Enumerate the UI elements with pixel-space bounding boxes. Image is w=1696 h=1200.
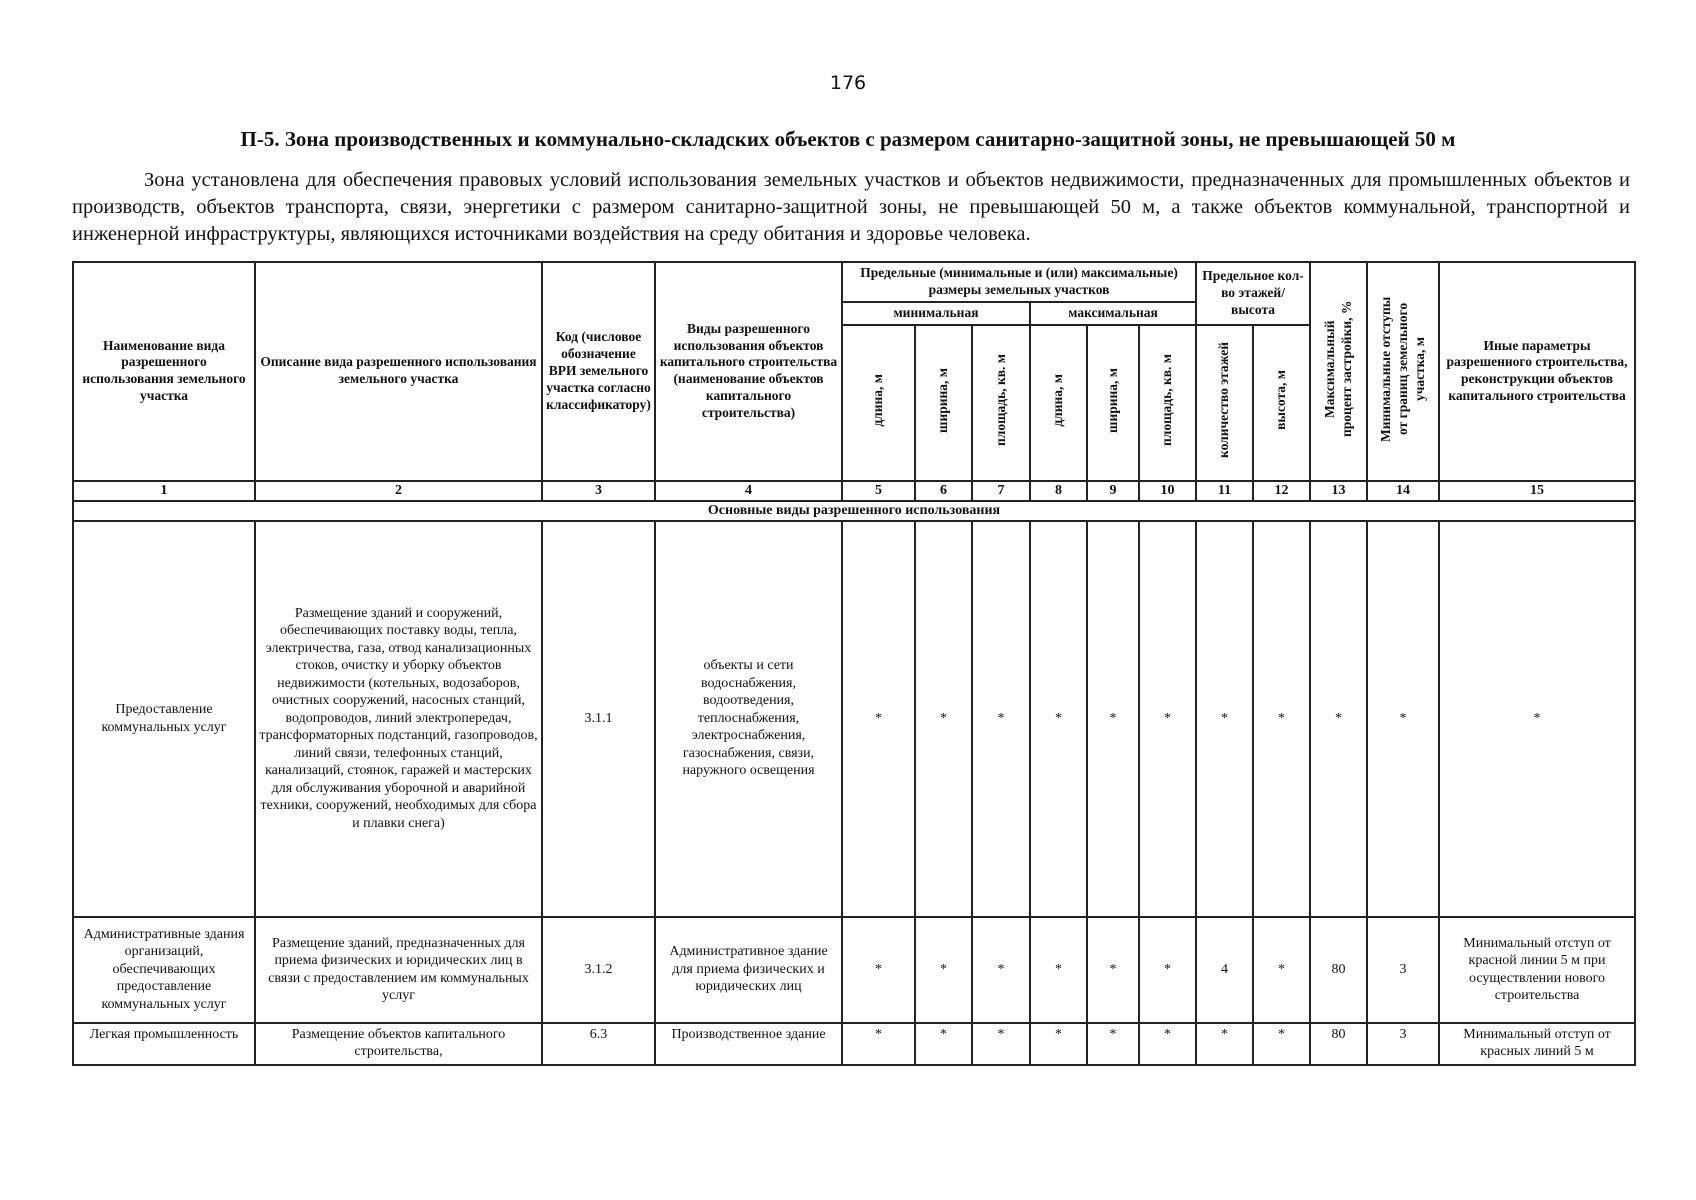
row-value: * xyxy=(1139,1023,1196,1065)
column-number: 2 xyxy=(255,481,542,501)
header-min-setback: Минимальные отступы от границ земельного участка, м xyxy=(1367,262,1439,481)
row-value: 4 xyxy=(1196,917,1253,1023)
row-value: 3 xyxy=(1367,1023,1439,1065)
row-value: * xyxy=(1139,521,1196,917)
page-number: 176 xyxy=(829,72,867,94)
section-title: П-5. Зона производственных и коммунально-складских объектов с размером санитарно-защитной зоны, не превышающей 50 м xyxy=(240,127,1456,151)
row-value: * xyxy=(1310,521,1367,917)
row-value: * xyxy=(915,1023,972,1065)
header-max-length: длина, м xyxy=(1030,325,1087,481)
row-value: * xyxy=(1087,521,1139,917)
row-value: * xyxy=(915,521,972,917)
header-floors-count: количество этажей xyxy=(1196,325,1253,481)
header-min-area: площадь, кв. м xyxy=(972,325,1030,481)
row-other-params: * xyxy=(1439,521,1635,917)
column-number: 14 xyxy=(1367,481,1439,501)
row-objects: Производственное здание xyxy=(655,1023,842,1065)
intro-paragraph: Зона установлена для обеспечения правовых условий использования земельных участков и объектов недвижимости, предназначенных для промышленных объектов и производств, объектов транспорта, связи, энергетики с размером санитарно-защитной зоны, не превышающей 50 м, а также объектов коммунальной, транспортной и инженерной инфраструктуры, являющихся источниками воздействия на среду обитания и здоровье человека. xyxy=(72,169,1630,245)
row-description: Размещение объектов капитального строительства, xyxy=(255,1023,542,1065)
header-maximal: максимальная xyxy=(1030,302,1196,325)
row-code: 6.3 xyxy=(542,1023,655,1065)
column-number: 1 xyxy=(73,481,255,501)
row-value: * xyxy=(972,521,1030,917)
column-number: 8 xyxy=(1030,481,1087,501)
row-description: Размещение зданий, предназначенных для приема физических и юридических лиц в связи с предоставлением им коммунальных услуг xyxy=(255,917,542,1023)
row-objects: Административное здание для приема физических и юридических лиц xyxy=(655,917,842,1023)
row-value: * xyxy=(1367,521,1439,917)
header-max-width: ширина, м xyxy=(1087,325,1139,481)
header-min-width: ширина, м xyxy=(915,325,972,481)
table-row xyxy=(73,521,1635,917)
row-value: 80 xyxy=(1310,917,1367,1023)
column-number: 12 xyxy=(1253,481,1310,501)
row-code: 3.1.2 xyxy=(542,917,655,1023)
row-value: * xyxy=(1139,917,1196,1023)
row-value: * xyxy=(1253,1023,1310,1065)
row-value: * xyxy=(915,917,972,1023)
row-value: * xyxy=(1087,1023,1139,1065)
row-name: Предоставление коммунальных услуг xyxy=(73,521,255,917)
row-value: * xyxy=(1030,521,1087,917)
column-numbers-row xyxy=(73,481,1635,501)
row-objects: объекты и сети водоснабжения, водоотведения, теплоснабжения, электроснабжения, газоснабжения, связи, наружного освещения xyxy=(655,521,842,917)
row-description: Размещение зданий и сооружений, обеспечивающих поставку воды, тепла, электричества, газа, отвод канализационных стоков, очистку и уборку объектов недвижимости (котельных, водозаборов, очистных сооружений, насосных станций, водопроводов, линий электропередач, трансформаторных подстанций, газопроводов, линий связи, телефонных станций, канализаций, стоянок, гаражей и мастерских для обслуживания уборочной и аварийной техники, сооружений, необходимых для сбора и плавки снега) xyxy=(255,521,542,917)
header-build-percent: Максимальный процент застройки, % xyxy=(1310,262,1367,481)
group-title: Основные виды разрешенного использования xyxy=(73,501,1635,521)
row-name: Легкая промышленность xyxy=(73,1023,255,1065)
row-code: 3.1.1 xyxy=(542,521,655,917)
header-min-length: длина, м xyxy=(842,325,915,481)
column-number: 7 xyxy=(972,481,1030,501)
row-value: * xyxy=(1087,917,1139,1023)
column-number: 4 xyxy=(655,481,842,501)
header-description: Описание вида разрешенного использования земельного участка xyxy=(255,262,542,481)
header-height: высота, м xyxy=(1253,325,1310,481)
column-number: 15 xyxy=(1439,481,1635,501)
row-name: Административные здания организаций, обеспечивающих предоставление коммунальных услуг xyxy=(73,917,255,1023)
header-name: Наименование вида разрешенного использования земельного участка xyxy=(73,262,255,481)
header-code: Код (числовое обозначение ВРИ земельного участка согласно классификатору) xyxy=(542,262,655,481)
column-number: 9 xyxy=(1087,481,1139,501)
header-limits: Предельные (минимальные и (или) максимальные) размеры земельных участков xyxy=(842,262,1196,302)
row-value: * xyxy=(842,521,915,917)
row-value: * xyxy=(1253,917,1310,1023)
column-number: 11 xyxy=(1196,481,1253,501)
row-value: 3 xyxy=(1367,917,1439,1023)
row-value: * xyxy=(1030,917,1087,1023)
column-number: 10 xyxy=(1139,481,1196,501)
row-value: * xyxy=(1253,521,1310,917)
header-minimal: минимальная xyxy=(842,302,1030,325)
row-other-params: Минимальный отступ от красной линии 5 м при осуществлении нового строительства xyxy=(1439,917,1635,1023)
row-value: * xyxy=(972,917,1030,1023)
column-number: 6 xyxy=(915,481,972,501)
row-value: * xyxy=(1196,1023,1253,1065)
column-number: 5 xyxy=(842,481,915,501)
row-value: * xyxy=(1030,1023,1087,1065)
row-other-params: Минимальный отступ от красных линий 5 м xyxy=(1439,1023,1635,1065)
row-value: * xyxy=(972,1023,1030,1065)
header-other-params: Иные параметры разрешенного строительства, реконструкции объектов капитального строительства xyxy=(1439,262,1635,481)
row-value: * xyxy=(1196,521,1253,917)
row-value: 80 xyxy=(1310,1023,1367,1065)
header-floors-group: Предельное кол-во этажей/высота xyxy=(1196,262,1310,325)
row-value: * xyxy=(842,917,915,1023)
header-objects: Виды разрешенного использования объектов капитального строительства (наименование объектов капитального строительства) xyxy=(655,262,842,481)
column-number: 13 xyxy=(1310,481,1367,501)
column-number: 3 xyxy=(542,481,655,501)
table-row xyxy=(73,917,1635,1023)
row-value: * xyxy=(842,1023,915,1065)
header-max-area: площадь, кв. м xyxy=(1139,325,1196,481)
table-row xyxy=(73,1023,1635,1065)
regulation-table xyxy=(72,261,1636,1066)
